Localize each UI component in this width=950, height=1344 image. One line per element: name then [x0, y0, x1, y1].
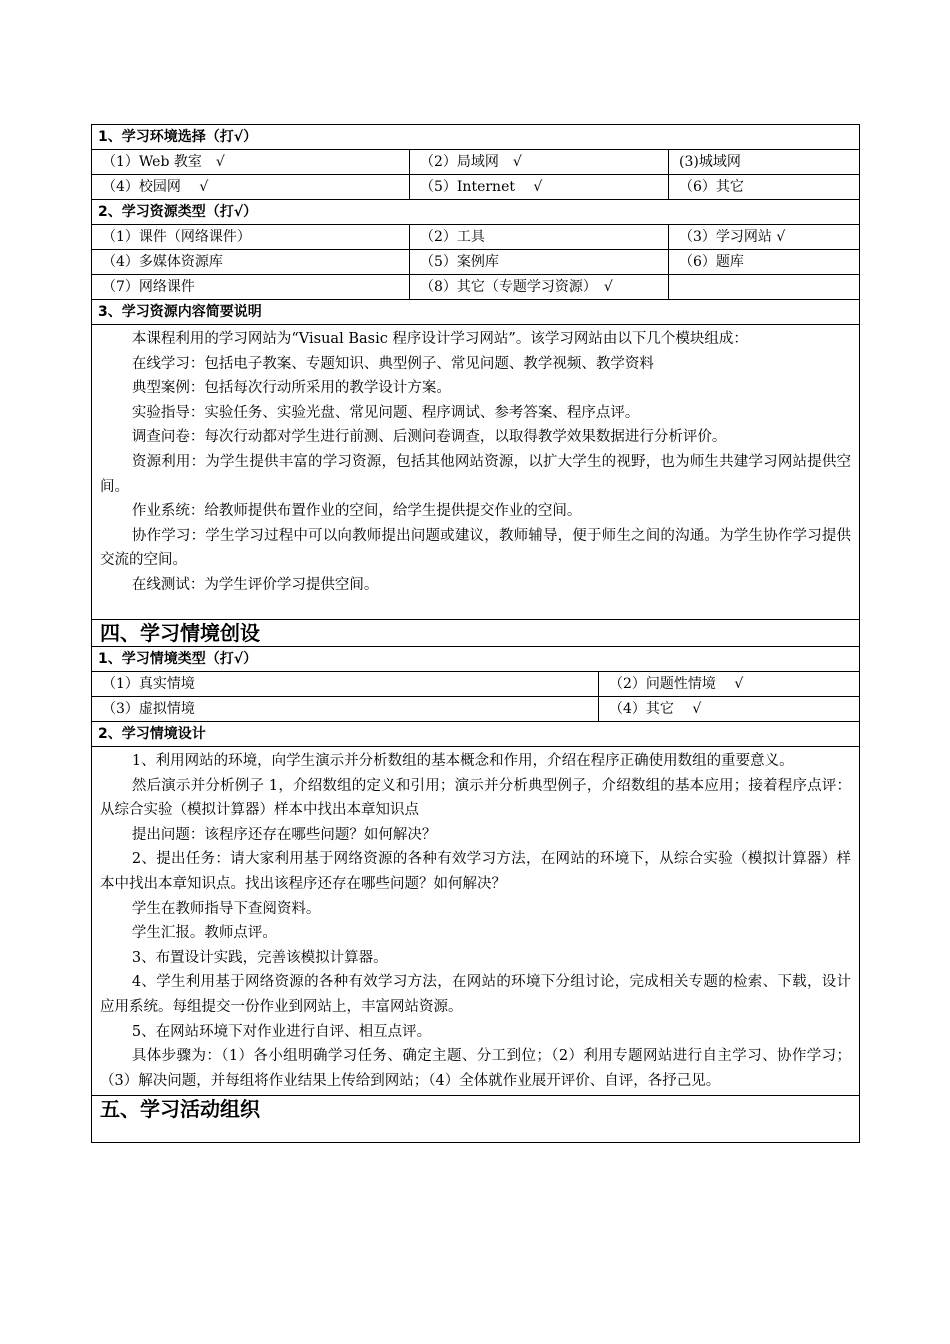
resource-option-question-bank: （6）题库	[669, 250, 860, 275]
situation-design-body	[92, 747, 860, 1096]
desc-paragraph: 典型案例：包括每次行动所采用的教学设计方案。	[131, 380, 451, 397]
resource-option-tools: （2）工具	[410, 225, 669, 250]
env-heading: 1、学习环境选择（打√）	[92, 125, 860, 150]
section-five-title: 五、学习活动组织	[92, 1096, 860, 1143]
desc-paragraph: 作业系统：给教师提供布置作业的空间，给学生提供提交作业的空间。	[131, 503, 582, 520]
resource-option-courseware: （1）课件（网络课件）	[92, 225, 410, 250]
situation-type-heading: 1、学习情境类型（打√）	[92, 647, 860, 672]
situation-option-real: （1）真实情境	[92, 672, 599, 697]
desc-paragraph: 在线学习：包括电子教案、专题知识、典型例子、常见问题、教学视频、教学资料	[131, 355, 654, 372]
design-paragraph: 1、利用网站的环境，向学生演示并分析数组的基本概念和作用，介绍在程序正确使用数组的重要意义。	[131, 753, 794, 769]
resource-option-multimedia: （4）多媒体资源库	[92, 250, 410, 275]
design-paragraph: 3、布置设计实践，完善该模拟计算器。	[131, 949, 388, 966]
resource-type-heading: 2、学习资源类型（打√）	[92, 200, 860, 225]
resource-option-other: （8）其它（专题学习资源） √	[410, 275, 669, 300]
design-paragraph: 4、学生利用基于网络资源的各种有效学习方法，在网站的环境下分组讨论，完成相关专题的检索、下载，设计应用系统。每组提交一份作业到网站上，丰富网站资源。	[100, 974, 852, 1015]
situation-option-virtual: （3）虚拟情境	[92, 697, 599, 722]
desc-paragraph: 实验指导：实验任务、实验光盘、常见问题、程序调试、参考答案、程序点评。	[131, 404, 640, 421]
env-option-campus-net: （4）校园网 √	[92, 175, 410, 200]
section-four-title: 四、学习情境创设	[92, 620, 860, 647]
resource-option-web-courseware: （7）网络课件	[92, 275, 410, 300]
situation-design-heading: 2、学习情境设计	[92, 722, 860, 747]
design-paragraph: 5、在网站环境下对作业进行自评、相互点评。	[131, 1023, 432, 1040]
resource-option-case-library: （5）案例库	[410, 250, 669, 275]
situation-option-problem: （2）问题性情境 √	[599, 672, 860, 697]
desc-paragraph: 在线测试：为学生评价学习提供空间。	[131, 576, 379, 593]
desc-paragraph: 协作学习：学生学习过程中可以向教师提出问题或建议，教师辅导，便于师生之间的沟通。为学生协作学习提供交流的空间。	[100, 527, 852, 569]
desc-paragraph: 调查问卷：每次行动都对学生进行前测、后测问卷调查，以取得教学效果数据进行分析评价。	[131, 429, 727, 446]
resource-option-website: （3）学习网站 √	[669, 225, 860, 250]
design-paragraph: 提出问题：该程序还存在哪些问题？如何解决？	[131, 826, 437, 843]
design-paragraph: 学生汇报。教师点评。	[131, 925, 277, 942]
env-option-lan: （2）局域网 √	[410, 150, 669, 175]
design-paragraph: 学生在教师指导下查阅资料。	[131, 900, 321, 917]
lesson-plan-table	[91, 124, 860, 1143]
design-paragraph: 然后演示并分析例子 1，介绍数组的定义和引用；演示并分析典型例子，介绍数组的基本应用；接着程序点评：从综合实验（模拟计算器）样本中找出本章知识点	[100, 777, 852, 819]
resource-desc-body	[92, 325, 860, 620]
env-option-web-classroom: （1）Web 教室 √	[92, 150, 410, 175]
resource-desc-heading: 3、学习资源内容简要说明	[92, 300, 860, 325]
document-sheet	[91, 124, 859, 1143]
design-paragraph: 2、提出任务：请大家利用基于网络资源的各种有效学习方法，在网站的环境下，从综合实验（模拟计算器）样本中找出本章知识点。找出该程序还存在哪些问题？如何解决？	[100, 851, 852, 892]
env-option-internet: （5）Internet √	[410, 175, 669, 200]
env-option-other: （6）其它	[669, 175, 860, 200]
resource-option-empty	[669, 275, 860, 300]
desc-paragraph: 本课程利用的学习网站为“Visual Basic 程序设计学习网站”。该学习网站由以下几个模块组成：	[131, 331, 748, 347]
env-option-man: (3)城域网	[669, 150, 860, 175]
desc-paragraph: 资源利用：为学生提供丰富的学习资源，包括其他网站资源，以扩大学生的视野，也为师生共建学习网站提供空间。	[100, 453, 852, 495]
situation-option-other: （4）其它 √	[599, 697, 860, 722]
design-paragraph: 具体步骤为：（1）各小组明确学习任务、确定主题、分工到位；（2）利用专题网站进行自主学习、协作学习；（3）解决问题，并每组将作业结果上传给到网站；（4）全体就作业展开评价、自评，各抒己见。	[100, 1048, 852, 1089]
